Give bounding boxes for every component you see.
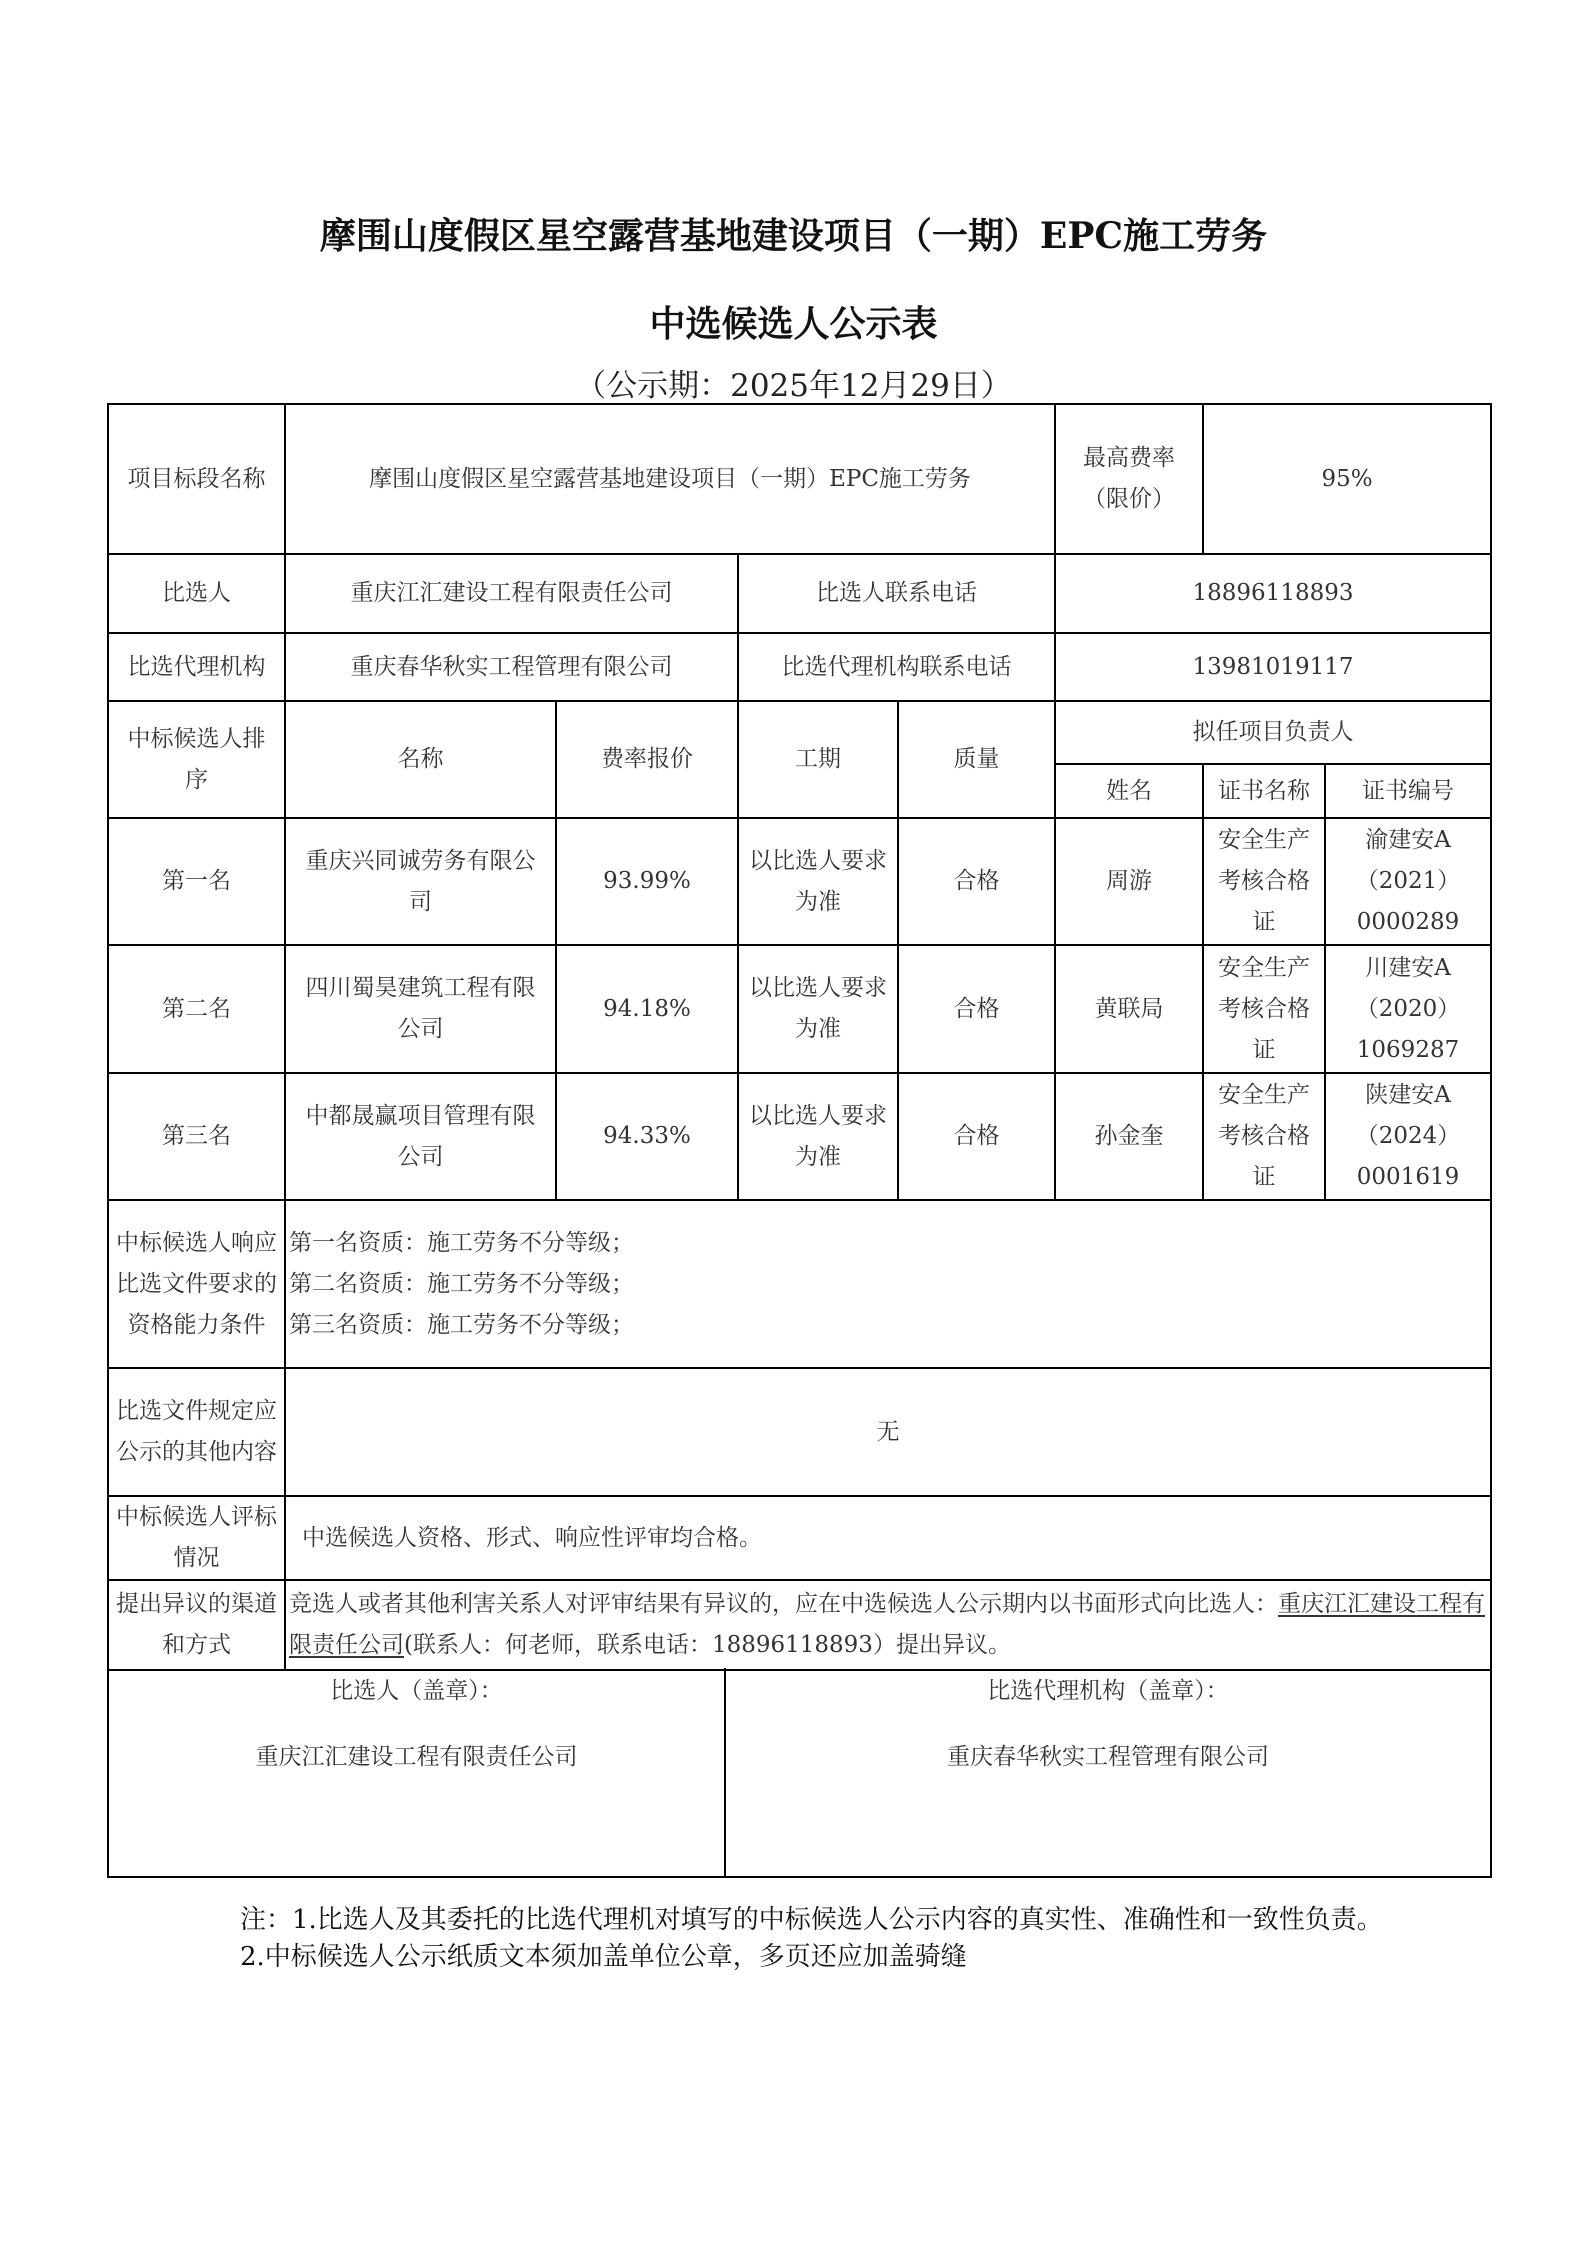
candidate-manager: 孙金奎 xyxy=(1055,1073,1203,1200)
qualification-line: 第一名资质：施工劳务不分等级； xyxy=(289,1229,634,1256)
quality-header: 质量 xyxy=(898,701,1055,818)
candidate-cert-name: 安全生产考核合格证 xyxy=(1203,818,1325,945)
manager-name-header: 姓名 xyxy=(1055,764,1203,818)
candidate-row xyxy=(108,1073,1491,1200)
candidate-name: 四川蜀昊建筑工程有限公司 xyxy=(285,945,556,1073)
qualification-line: 第二名资质：施工劳务不分等级； xyxy=(289,1270,634,1297)
buyer-row xyxy=(108,554,1491,633)
candidate-rank: 第三名 xyxy=(108,1073,285,1200)
candidate-period: 以比选人要求为准 xyxy=(738,818,898,945)
objection-row xyxy=(108,1580,1491,1670)
buyer-seal-name: 重庆江汇建设工程有限责任公司 xyxy=(255,1744,578,1770)
candidate-rank: 第二名 xyxy=(108,945,285,1073)
candidate-rate: 94.33% xyxy=(556,1073,738,1200)
rank-header: 中标候选人排序 xyxy=(108,701,285,818)
other-content-value: 无 xyxy=(285,1368,1491,1496)
project-row xyxy=(108,404,1491,554)
period-header: 工期 xyxy=(738,701,898,818)
candidate-header-row xyxy=(108,701,1491,764)
buyer-signature-cell xyxy=(108,1668,725,1877)
other-content-row xyxy=(108,1368,1491,1496)
objection-contact: (联系人：何老师，联系电话：18896118893）提出异议。 xyxy=(404,1632,1011,1658)
candidate-period: 以比选人要求为准 xyxy=(738,1073,898,1200)
candidate-manager: 黄联局 xyxy=(1055,945,1203,1073)
candidate-row xyxy=(108,818,1491,945)
evaluation-row xyxy=(108,1496,1491,1580)
agency-row xyxy=(108,633,1491,701)
candidate-cert-no: 川建安A（2020）1069287 xyxy=(1325,945,1491,1073)
candidate-period: 以比选人要求为准 xyxy=(738,945,898,1073)
objection-label: 提出异议的渠道和方式 xyxy=(108,1580,285,1670)
agency-seal-label: 比选代理机构（盖章）： xyxy=(987,1678,1229,1704)
document-title: 摩围山度假区星空露营基地建设项目（一期）EPC施工劳务 xyxy=(319,215,1268,257)
qualification-content xyxy=(285,1200,1491,1368)
buyer-seal-label: 比选人（盖章）： xyxy=(330,1678,503,1704)
other-content-label: 比选文件规定应公示的其他内容 xyxy=(108,1368,285,1496)
publicity-period: （公示期：2025年12月29日） xyxy=(575,368,1012,404)
cert-name-header: 证书名称 xyxy=(1203,764,1325,818)
note-2: 2.中标候选人公示纸质文本须加盖单位公章，多页还应加盖骑缝 xyxy=(240,1942,967,1972)
project-label: 项目标段名称 xyxy=(108,404,285,554)
buyer-label: 比选人 xyxy=(108,554,285,633)
qualification-line: 第三名资质：施工劳务不分等级； xyxy=(289,1311,634,1338)
signature-table xyxy=(107,1668,1492,1878)
candidate-cert-name: 安全生产考核合格证 xyxy=(1203,945,1325,1073)
candidate-cert-no: 陕建安A（2024）0001619 xyxy=(1325,1073,1491,1200)
objection-company-link: 重庆江汇建设工程有限责任公司 xyxy=(289,1591,1485,1658)
candidate-name: 重庆兴同诚劳务有限公司 xyxy=(285,818,556,945)
notes-section xyxy=(240,1905,1400,1979)
rate-header: 费率报价 xyxy=(556,701,738,818)
agency-phone: 13981019117 xyxy=(1055,633,1491,701)
note-1: 注：1.比选人及其委托的比选代理机对填写的中标候选人公示内容的真实性、准确性和一致性负责。 xyxy=(240,1905,1383,1935)
agency-name: 重庆春华秋实工程管理有限公司 xyxy=(285,633,738,701)
cert-no-header: 证书编号 xyxy=(1325,764,1491,818)
candidate-rate: 93.99% xyxy=(556,818,738,945)
candidate-rank: 第一名 xyxy=(108,818,285,945)
candidate-quality: 合格 xyxy=(898,818,1055,945)
candidate-quality: 合格 xyxy=(898,945,1055,1073)
qualification-label: 中标候选人响应比选文件要求的资格能力条件 xyxy=(108,1200,285,1368)
agency-label: 比选代理机构 xyxy=(108,633,285,701)
candidate-cert-no: 渝建安A（2021）0000289 xyxy=(1325,818,1491,945)
candidate-manager: 周游 xyxy=(1055,818,1203,945)
candidate-publicity-table xyxy=(107,403,1492,1671)
objection-content xyxy=(285,1580,1491,1670)
evaluation-value: 中选候选人资格、形式、响应性评审均合格。 xyxy=(285,1496,1491,1580)
max-rate-label: 最高费率（限价） xyxy=(1055,404,1203,554)
candidate-name: 中都晟赢项目管理有限公司 xyxy=(285,1073,556,1200)
agency-signature-cell xyxy=(725,1668,1491,1877)
manager-group-header: 拟任项目负责人 xyxy=(1055,701,1491,764)
buyer-phone-label: 比选人联系电话 xyxy=(738,554,1055,633)
objection-text: 竞选人或者其他利害关系人对评审结果有异议的，应在中选候选人公示期内以书面形式向比选人： xyxy=(289,1591,1278,1617)
document-subtitle: 中选候选人公示表 xyxy=(649,303,938,345)
qualification-row xyxy=(108,1200,1491,1368)
project-name: 摩围山度假区星空露营基地建设项目（一期）EPC施工劳务 xyxy=(285,404,1055,554)
agency-phone-label: 比选代理机构联系电话 xyxy=(738,633,1055,701)
evaluation-label: 中标候选人评标情况 xyxy=(108,1496,285,1580)
candidate-cert-name: 安全生产考核合格证 xyxy=(1203,1073,1325,1200)
buyer-name: 重庆江汇建设工程有限责任公司 xyxy=(285,554,738,633)
max-rate-value: 95% xyxy=(1203,404,1491,554)
agency-seal-name: 重庆春华秋实工程管理有限公司 xyxy=(947,1744,1269,1770)
candidate-quality: 合格 xyxy=(898,1073,1055,1200)
name-header: 名称 xyxy=(285,701,556,818)
candidate-row xyxy=(108,945,1491,1073)
buyer-phone: 18896118893 xyxy=(1055,554,1491,633)
candidate-rate: 94.18% xyxy=(556,945,738,1073)
